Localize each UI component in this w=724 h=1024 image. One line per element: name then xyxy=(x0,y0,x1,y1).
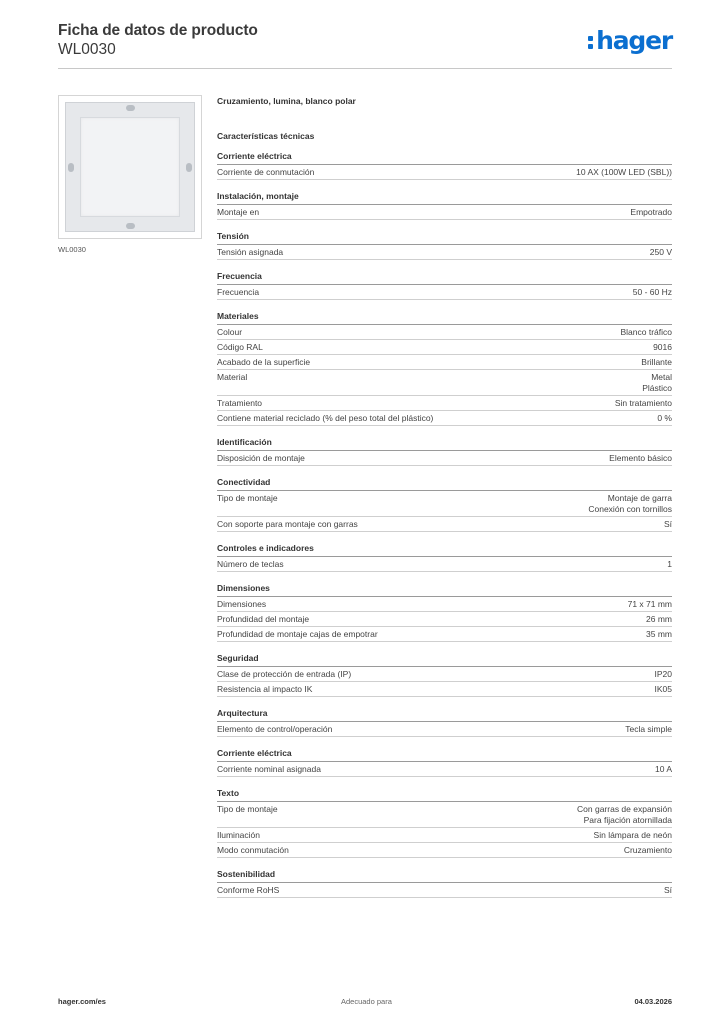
spec-row xyxy=(217,340,672,355)
spec-value-line: Blanco tráfico xyxy=(620,327,672,337)
section-title: Instalación, montaje xyxy=(217,191,672,205)
spec-section xyxy=(217,543,672,572)
spec-value-line: Empotrado xyxy=(630,207,672,217)
spec-label: Corriente de conmutación xyxy=(217,167,315,177)
spec-value-line: Metal xyxy=(651,372,672,382)
spec-value xyxy=(630,207,672,218)
page-header xyxy=(58,22,672,70)
logo-dots-icon xyxy=(588,34,594,50)
spec-row xyxy=(217,411,672,426)
spec-value-line: Brillante xyxy=(641,357,672,367)
spec-label: Resistencia al impacto IK xyxy=(217,684,313,694)
spec-row xyxy=(217,828,672,843)
section-title: Identificación xyxy=(217,437,672,451)
spec-row xyxy=(217,325,672,340)
spec-label: Profundidad de montaje cajas de empotrar xyxy=(217,629,378,639)
spec-row xyxy=(217,370,672,396)
logo-text: hager xyxy=(596,26,672,55)
spec-section xyxy=(217,653,672,697)
spec-value xyxy=(657,413,672,424)
spec-value xyxy=(624,845,672,856)
spec-sections xyxy=(217,151,672,898)
spec-label: Montaje en xyxy=(217,207,260,217)
spec-label: Contiene material reciclado (% del peso total del plástico) xyxy=(217,413,434,423)
spec-value-line: 10 A xyxy=(654,764,672,774)
spec-row xyxy=(217,396,672,411)
spec-section xyxy=(217,583,672,642)
spec-value xyxy=(628,599,672,610)
spec-label: Elemento de control/operación xyxy=(217,724,333,734)
switch-plate-icon xyxy=(65,102,195,232)
spec-value xyxy=(655,764,672,775)
spec-section xyxy=(217,271,672,300)
spec-value xyxy=(588,493,672,515)
spec-section xyxy=(217,477,672,532)
spec-value xyxy=(594,830,672,841)
spec-value xyxy=(615,398,672,409)
spec-value-line: 250 V xyxy=(649,247,672,257)
spec-row xyxy=(217,557,672,572)
spec-row xyxy=(217,245,672,260)
image-caption: WL0030 xyxy=(58,245,86,254)
spec-value-line: 26 mm xyxy=(646,614,672,624)
spec-value-line: Plástico xyxy=(642,383,672,393)
spec-label: Tensión asignada xyxy=(217,247,284,257)
spec-section xyxy=(217,869,672,898)
spec-value xyxy=(655,669,673,680)
spec-label: Tipo de montaje xyxy=(217,804,278,814)
spec-label: Corriente nominal asignada xyxy=(217,764,321,774)
spec-value xyxy=(625,724,672,735)
spec-row xyxy=(217,682,672,697)
spec-value-line: Sí xyxy=(663,885,672,895)
spec-section xyxy=(217,311,672,426)
spec-label: Tratamiento xyxy=(217,398,263,408)
section-title: Texto xyxy=(217,788,672,802)
spec-section xyxy=(217,231,672,260)
spec-row xyxy=(217,165,672,180)
spec-row xyxy=(217,355,672,370)
spec-label: Iluminación xyxy=(217,830,260,840)
spec-label: Número de teclas xyxy=(217,559,284,569)
spec-row xyxy=(217,205,672,220)
spec-row xyxy=(217,285,672,300)
section-title: Controles e indicadores xyxy=(217,543,672,557)
spec-row xyxy=(217,802,672,828)
switch-rocker xyxy=(80,117,180,217)
spec-section xyxy=(217,708,672,737)
spec-value xyxy=(633,287,672,298)
section-title: Tensión xyxy=(217,231,672,245)
spec-value-line: 50 - 60 Hz xyxy=(632,287,672,297)
spec-value-line: 9016 xyxy=(653,342,672,352)
spec-content xyxy=(217,95,672,909)
spec-row xyxy=(217,722,672,737)
spec-value xyxy=(664,885,672,896)
technical-characteristics-title: Características técnicas xyxy=(217,131,315,141)
document-title: Ficha de datos de producto xyxy=(58,22,258,39)
spec-row xyxy=(217,517,672,532)
spec-value-line: Conexión con tornillos xyxy=(588,504,672,514)
spec-section xyxy=(217,151,672,180)
product-code: WL0030 xyxy=(58,41,116,58)
spec-section xyxy=(217,191,672,220)
header-divider xyxy=(58,68,672,69)
spec-label: Acabado de la superficie xyxy=(217,357,311,367)
spec-row xyxy=(217,883,672,898)
spec-value-line: 35 mm xyxy=(646,629,672,639)
product-image xyxy=(58,95,202,239)
spec-value-line: Sin tratamiento xyxy=(614,398,672,408)
spec-value-line: IP20 xyxy=(654,669,672,679)
spec-label: Modo conmutación xyxy=(217,845,289,855)
hager-logo xyxy=(588,26,672,55)
spec-row xyxy=(217,627,672,642)
spec-section xyxy=(217,437,672,466)
spec-value-line: Elemento básico xyxy=(609,453,672,463)
spec-value xyxy=(653,342,672,353)
spec-value-line: 71 x 71 mm xyxy=(627,599,672,609)
spec-label: Con soporte para montaje con garras xyxy=(217,519,358,529)
spec-value-line: Sí xyxy=(663,519,672,529)
spec-value-line: Cruzamiento xyxy=(623,845,672,855)
spec-value xyxy=(621,327,673,338)
spec-value xyxy=(642,372,672,394)
spec-label: Tipo de montaje xyxy=(217,493,278,503)
spec-value-line: 1 xyxy=(667,559,672,569)
spec-row xyxy=(217,597,672,612)
footer-website: hager.com/es xyxy=(58,997,106,1006)
spec-value xyxy=(667,559,672,570)
spec-value xyxy=(646,614,672,625)
footer-suitable-for: Adecuado para xyxy=(341,997,392,1006)
spec-label: Material xyxy=(217,372,248,382)
spec-value-line: 0 % xyxy=(657,413,672,423)
spec-row xyxy=(217,612,672,627)
section-title: Conectividad xyxy=(217,477,672,491)
footer-date: 04.03.2026 xyxy=(634,997,672,1006)
spec-value-line: Tecla simple xyxy=(625,724,672,734)
spec-section xyxy=(217,788,672,858)
spec-label: Clase de protección de entrada (IP) xyxy=(217,669,352,679)
spec-value-line: Montaje de garra xyxy=(607,493,672,503)
spec-value xyxy=(650,247,672,258)
section-title: Dimensiones xyxy=(217,583,672,597)
spec-value-line: Sin lámpara de neón xyxy=(593,830,672,840)
spec-value-line: Con garras de expansión xyxy=(577,804,672,814)
spec-value xyxy=(664,519,672,530)
product-name: Cruzamiento, lumina, blanco polar xyxy=(217,96,356,106)
spec-label: Colour xyxy=(217,327,243,337)
spec-value xyxy=(577,804,672,826)
spec-value-line: IK05 xyxy=(654,684,672,694)
spec-value xyxy=(576,167,672,178)
spec-row xyxy=(217,843,672,858)
section-title: Materiales xyxy=(217,311,672,325)
section-title: Arquitectura xyxy=(217,708,672,722)
spec-row xyxy=(217,762,672,777)
spec-value xyxy=(641,357,672,368)
section-title: Sostenibilidad xyxy=(217,869,672,883)
page-footer xyxy=(58,997,672,1011)
section-title: Corriente eléctrica xyxy=(217,748,672,762)
spec-value xyxy=(609,453,672,464)
spec-row xyxy=(217,491,672,517)
spec-value xyxy=(655,684,673,695)
spec-value-line: Para fijación atornillada xyxy=(583,815,672,825)
section-title: Seguridad xyxy=(217,653,672,667)
spec-value xyxy=(646,629,672,640)
spec-label: Frecuencia xyxy=(217,287,260,297)
spec-label: Profundidad del montaje xyxy=(217,614,310,624)
section-title: Corriente eléctrica xyxy=(217,151,672,165)
spec-label: Disposición de montaje xyxy=(217,453,305,463)
spec-row xyxy=(217,667,672,682)
spec-label: Conforme RoHS xyxy=(217,885,280,895)
section-title: Frecuencia xyxy=(217,271,672,285)
spec-row xyxy=(217,451,672,466)
spec-section xyxy=(217,748,672,777)
spec-label: Código RAL xyxy=(217,342,263,352)
spec-value-line: 10 AX (100W LED (SBL)) xyxy=(576,167,672,177)
spec-label: Dimensiones xyxy=(217,599,267,609)
